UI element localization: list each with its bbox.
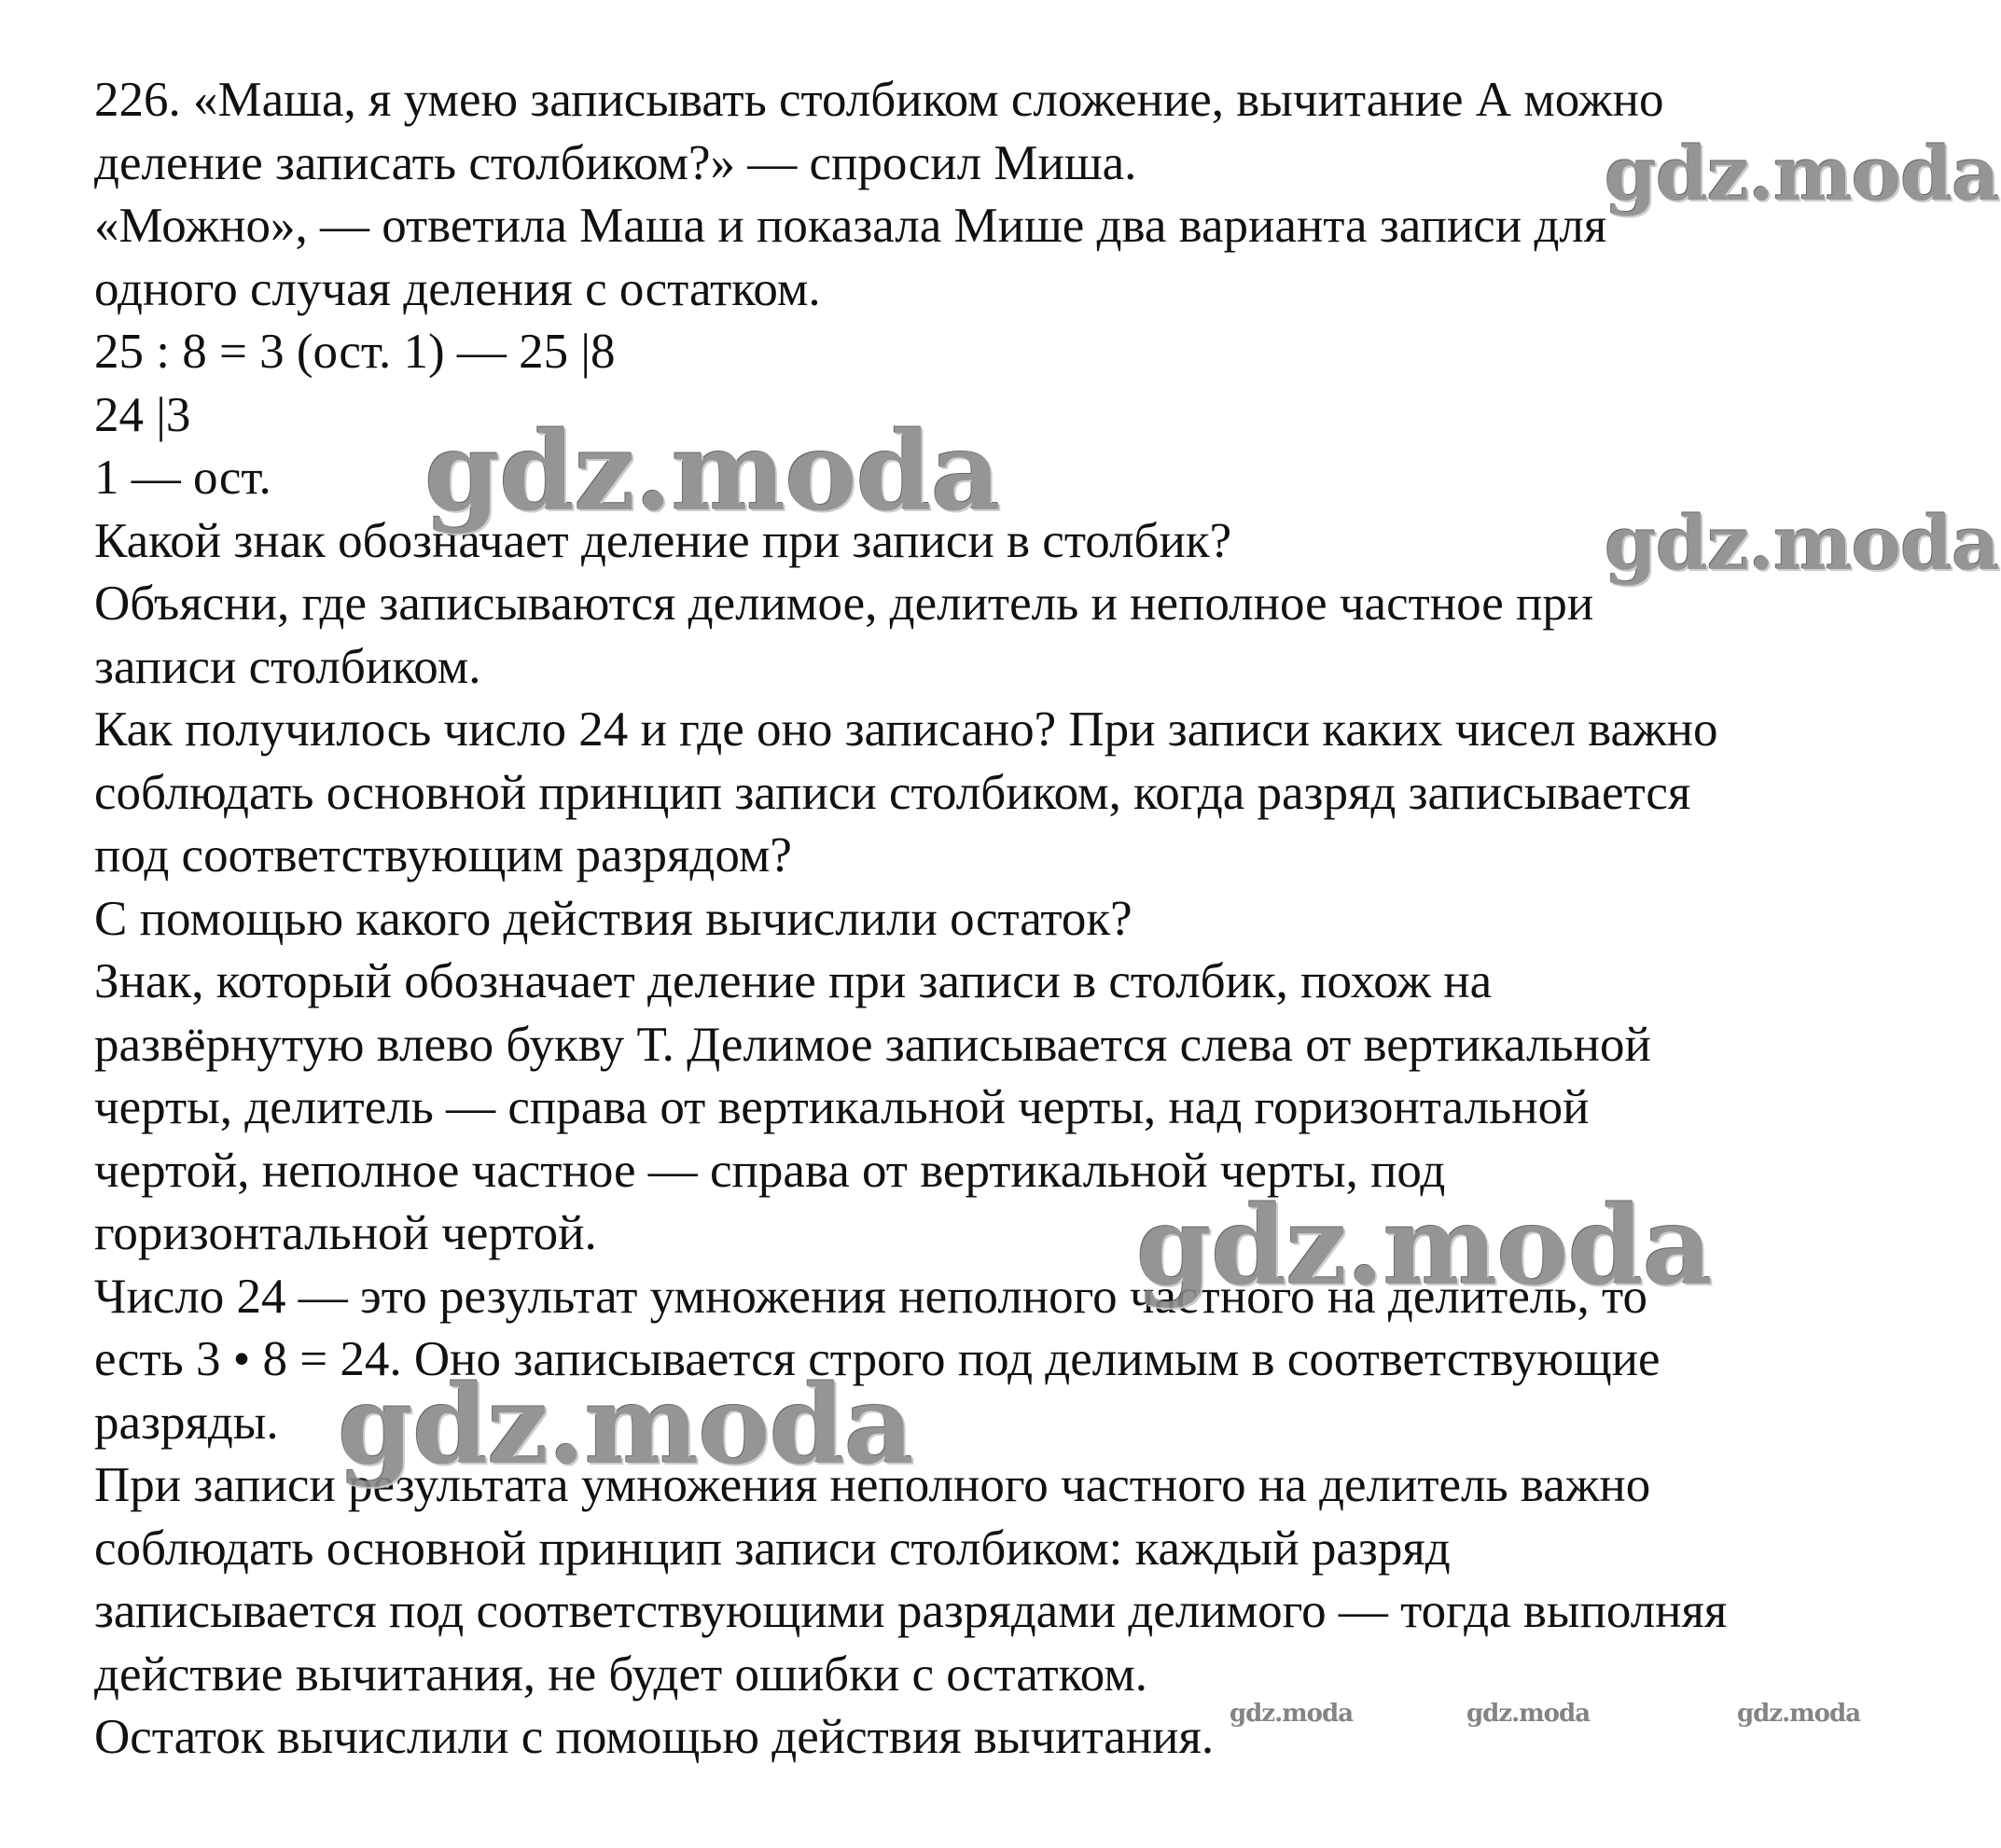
text-line: действие вычитания, не будет ошибки с остатком. xyxy=(94,1647,1148,1702)
watermark: gdz.moda xyxy=(1737,1700,1861,1728)
text-line: Какой знак обозначает деление при записи в столбик? xyxy=(94,513,1232,568)
text-line: 226. «Маша, я умею записывать столбиком сложение, вычитание А можно xyxy=(94,73,1664,127)
watermark: gdz.moda xyxy=(1605,499,1999,587)
watermark: gdz.moda xyxy=(1136,1183,1712,1310)
solution-text xyxy=(94,69,1960,1770)
text-line: Знак, который обозначает деление при записи в столбик, похож на xyxy=(94,954,1493,1008)
text-line: чертой, неполное частное — справа от вертикальной черты, под xyxy=(94,1143,1446,1198)
text-line: одного случая деления с остатком. xyxy=(94,261,821,316)
text-line: разряды. xyxy=(94,1395,279,1450)
text-line: Как получилось число 24 и где оно записано? При записи каких чисел важно xyxy=(94,702,1718,757)
text-line: С помощью какого действия вычислили остаток? xyxy=(94,891,1133,946)
text-line: Остаток вычислили с помощью действия вычитания. xyxy=(94,1710,1215,1764)
watermark: gdz.moda xyxy=(424,409,1000,535)
text-line: 24 |3 xyxy=(94,387,191,442)
text-line: соблюдать основной принцип записи столбиком: каждый разряд xyxy=(94,1521,1451,1576)
watermark: gdz.moda xyxy=(1230,1700,1354,1728)
text-line: под соответствующим разрядом? xyxy=(94,828,792,882)
text-line: соблюдать основной принцип записи столбиком, когда разряд записывается xyxy=(94,765,1691,820)
text-line: 1 — ост. xyxy=(94,451,271,505)
text-line: Число 24 — это результат умножения неполного частного на делитель, то xyxy=(94,1269,1647,1324)
text-line: записи столбиком. xyxy=(94,639,481,694)
text-line: Объясни, где записываются делимое, делитель и неполное частное при xyxy=(94,577,1594,631)
text-line: записывается под соответствующими разрядами делимого — тогда выполняя xyxy=(94,1584,1728,1638)
text-line: черты, делитель — справа от вертикальной черты, над горизонтальной xyxy=(94,1080,1590,1134)
text-line: развёрнутую влево букву Т. Делимое записывается слева от вертикальной xyxy=(94,1017,1651,1072)
watermark: gdz.moda xyxy=(338,1362,913,1489)
text-line: есть 3 • 8 = 24. Оно записывается строго под делимым в соответствующие xyxy=(94,1332,1661,1386)
watermark: gdz.moda xyxy=(1466,1700,1591,1728)
text-line: При записи результата умножения неполного частного на делитель важно xyxy=(94,1458,1651,1512)
text-line: «Можно», — ответила Маша и показала Мише два варианта записи для xyxy=(94,199,1607,253)
text-line: 25 : 8 = 3 (ост. 1) — 25 |8 xyxy=(94,325,616,379)
text-line: горизонтальной чертой. xyxy=(94,1206,597,1260)
watermark: gdz.moda xyxy=(1605,130,1999,217)
text-line: деление записать столбиком?» — спросил Миша. xyxy=(94,135,1137,190)
